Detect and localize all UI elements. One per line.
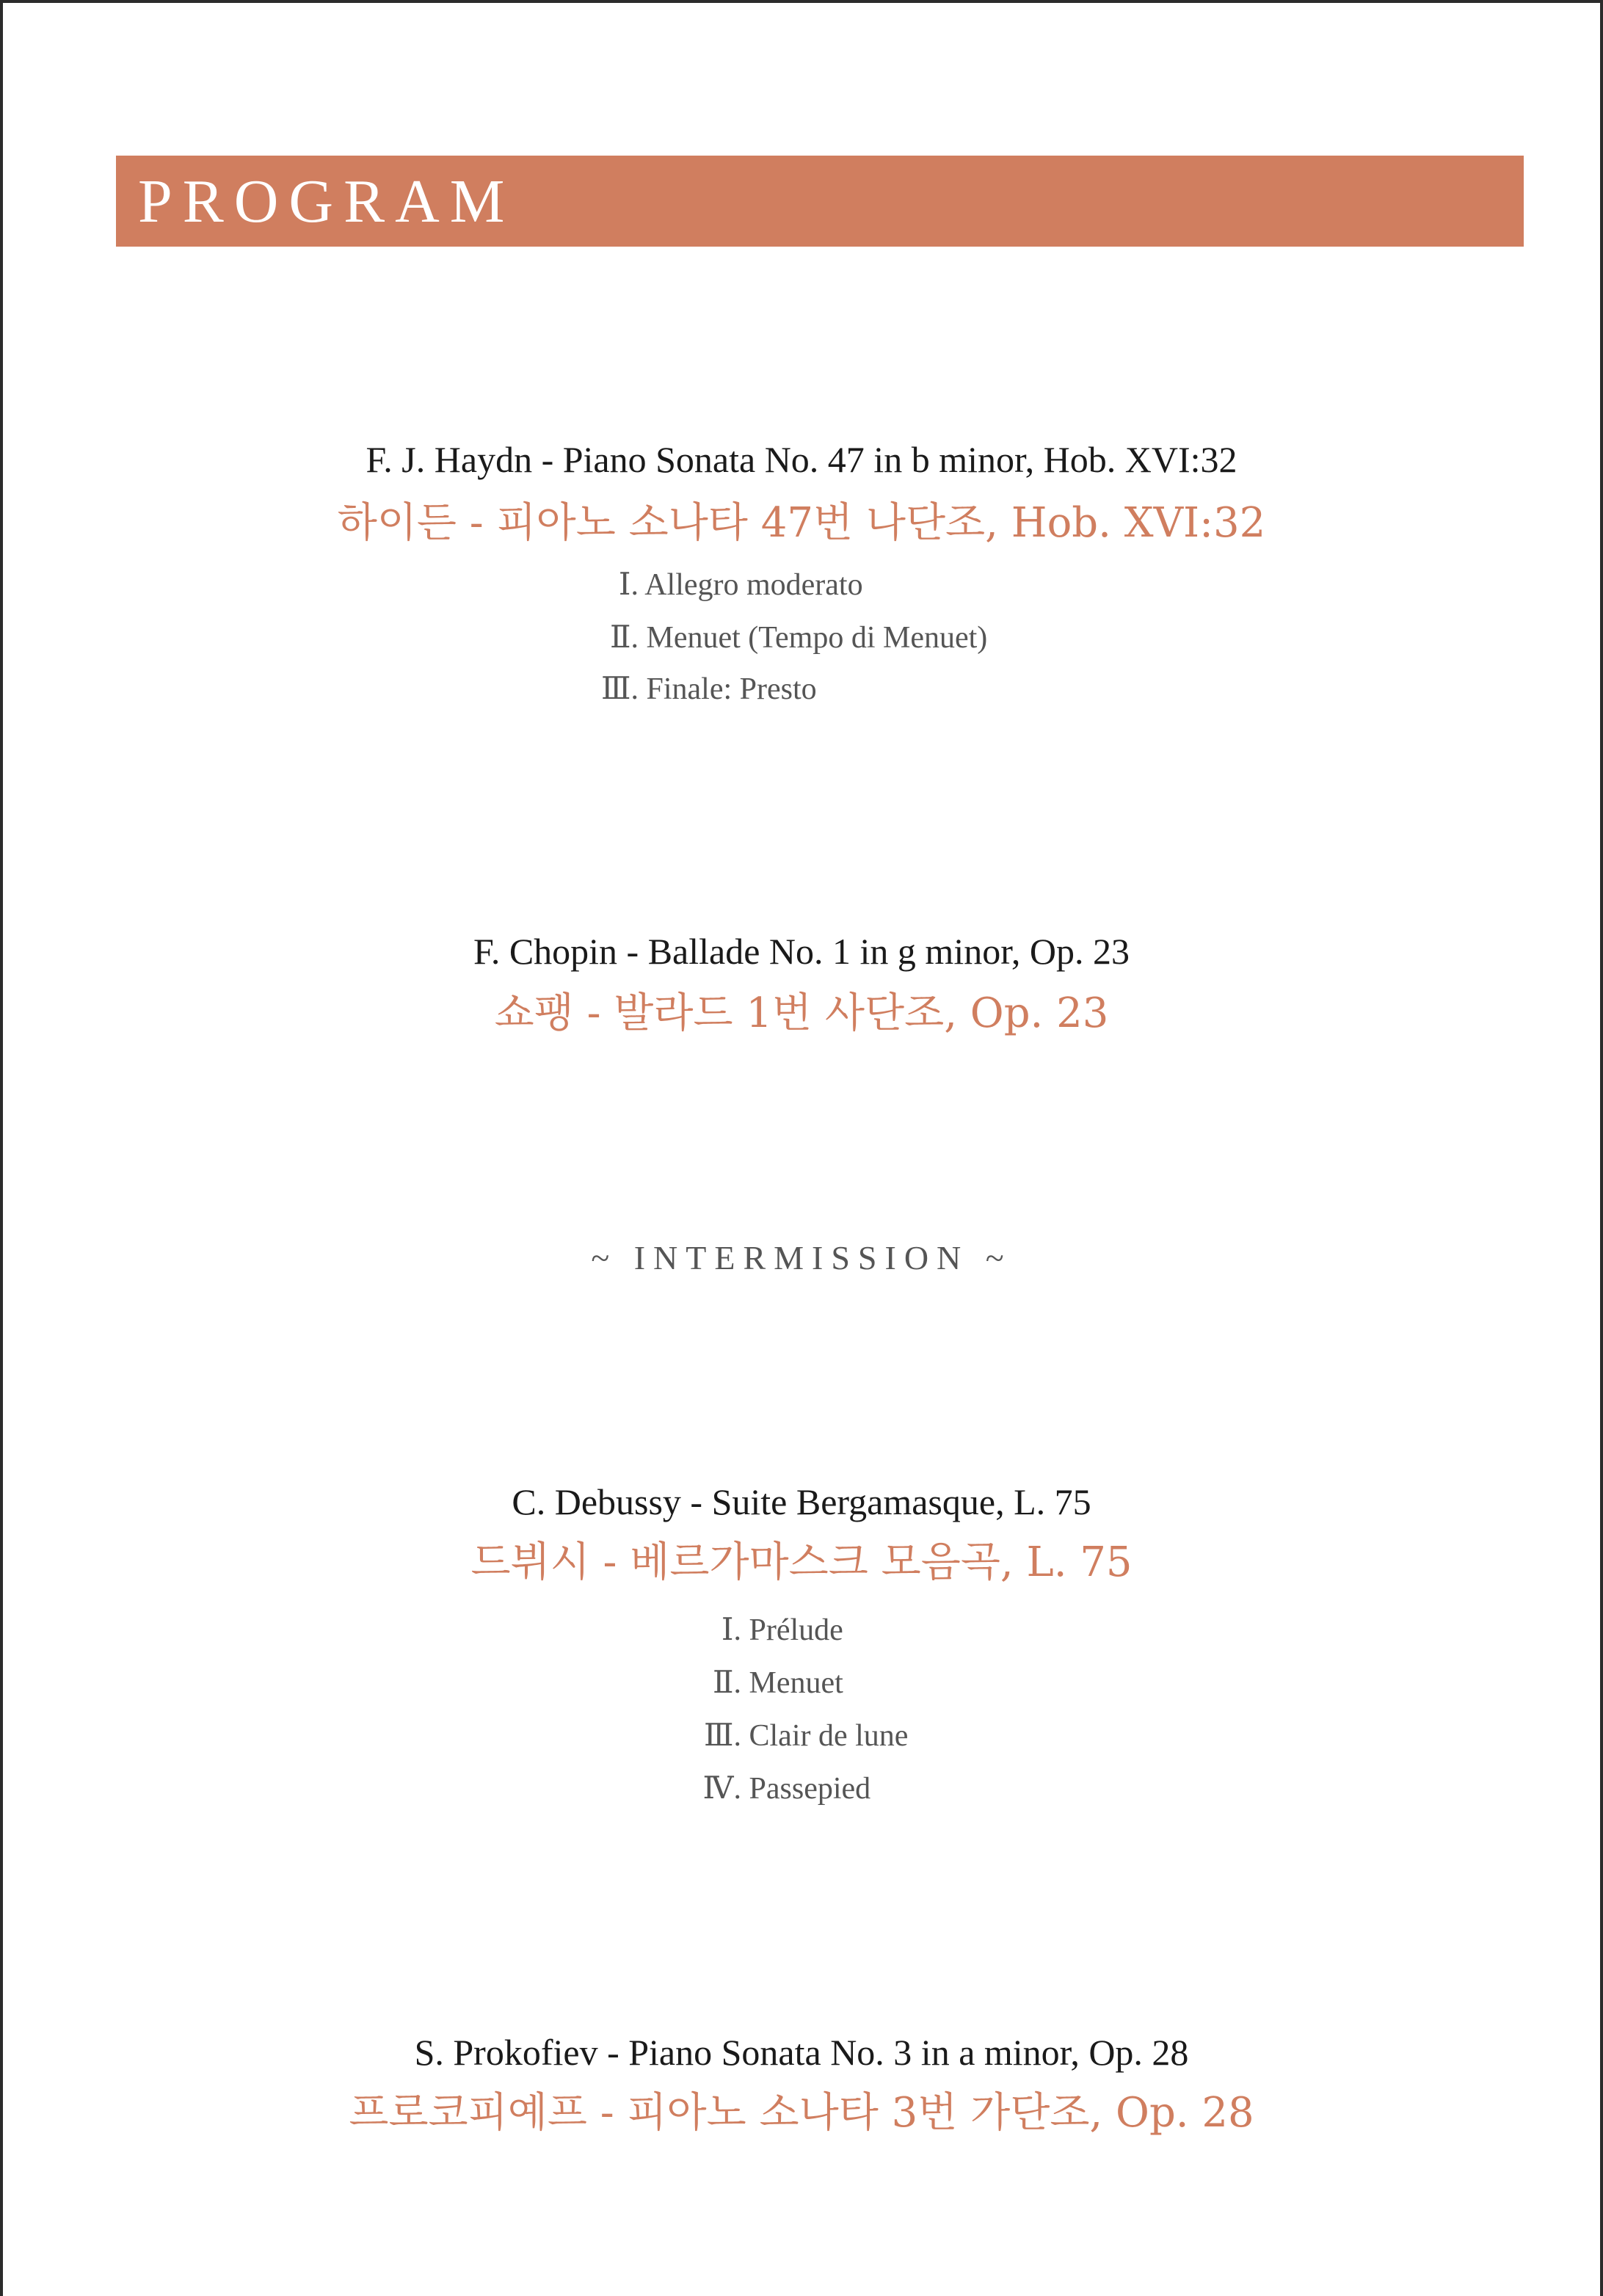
movement-title: Menuet (Tempo di Menuet) — [646, 621, 988, 655]
movement-number: Ⅰ. — [721, 1613, 741, 1647]
movement-number: Ⅰ. — [618, 568, 639, 602]
movement-item — [590, 671, 817, 708]
piece-debussy-title: C. Debussy - Suite Bergamasque, L. 75 — [512, 1481, 1091, 1522]
movement-number: Ⅳ. — [702, 1772, 741, 1806]
page-title: PROGRAM — [138, 167, 515, 236]
movement-title: Passepied — [749, 1772, 871, 1806]
movement-item — [693, 1665, 843, 1701]
movement-item — [693, 1612, 843, 1649]
program-banner — [116, 156, 1524, 247]
movement-title: Prélude — [749, 1613, 843, 1647]
piece-prokofiev-korean: 프로코피예프 - 피아노 소나타 3번 가단조, Op. 28 — [349, 2089, 1254, 2137]
piece-chopin-title: F. Chopin - Ballade No. 1 in g minor, Op. 23 — [473, 931, 1130, 972]
movement-number: Ⅱ. — [609, 621, 639, 655]
movement-item — [693, 1718, 908, 1754]
movement-number: Ⅲ. — [703, 1719, 741, 1753]
piece-haydn-title: F. J. Haydn - Piano Sonata No. 47 in b minor, Hob. XVI:32 — [366, 439, 1237, 480]
piece-prokofiev-title: S. Prokofiev - Piano Sonata No. 3 in a minor, Op. 28 — [414, 2032, 1189, 2073]
movement-item — [693, 1770, 870, 1807]
movement-title: Allegro moderato — [644, 568, 863, 602]
movement-item — [590, 567, 863, 603]
piece-haydn-korean: 하이든 - 피아노 소나타 47번 나단조, Hob. XVI:32 — [337, 499, 1266, 547]
movement-title: Menuet — [749, 1666, 843, 1700]
piece-chopin-korean: 쇼팽 - 발라드 1번 사단조, Op. 23 — [494, 989, 1109, 1037]
movement-number: Ⅱ. — [712, 1666, 741, 1700]
intermission-label: ~ INTERMISSION ~ — [591, 1239, 1012, 1276]
piece-debussy-korean: 드뷔시 - 베르가마스크 모음곡, L. 75 — [470, 1538, 1133, 1586]
movement-title: Finale: Presto — [646, 672, 817, 706]
movement-title: Clair de lune — [749, 1719, 909, 1753]
movement-number: Ⅲ. — [600, 672, 639, 706]
movement-item — [590, 620, 987, 656]
